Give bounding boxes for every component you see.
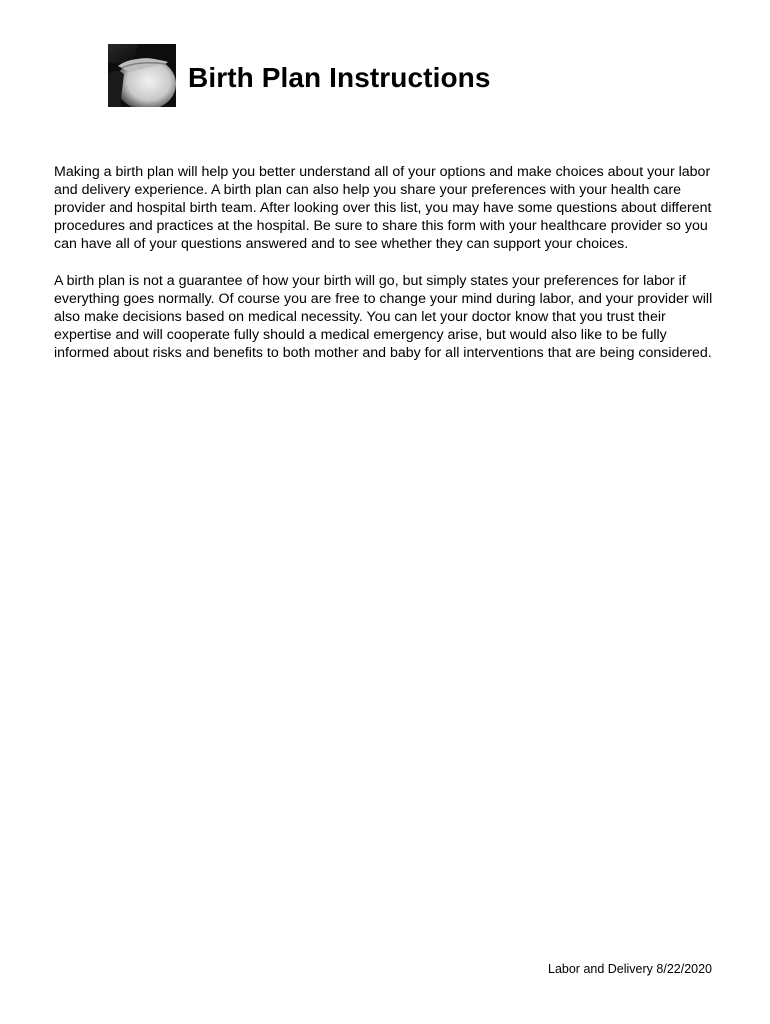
paragraph-intro: Making a birth plan will help you better understand all of your options and make choices about your labor and delivery experience. A birth plan can also help you share your preferences with your health care provider and hospital birth team. After looking over this list, you may have some questions about different procedures and practices at the hospital. Be sure to share this form with your healthcare provider so you can have all of your questions answered and to see whether they can support your choices. bbox=[54, 164, 712, 252]
document-body bbox=[54, 163, 722, 381]
paragraph-guarantee: A birth plan is not a guarantee of how your birth will go, but simply states your preferences for labor if everything goes normally. Of course you are free to change your mind during labor, and your provider will also make decisions based on medical necessity. You can let your doctor know that you trust their expertise and will cooperate fully should a medical emergency arise, but would also like to be fully informed about risks and benefits to both mother and baby for all interventions that are being considered. bbox=[54, 273, 713, 361]
document-header bbox=[108, 44, 491, 107]
pregnant-belly-photo bbox=[108, 44, 176, 107]
document-footer: Labor and Delivery 8/22/2020 bbox=[548, 962, 713, 976]
page-title: Birth Plan Instructions bbox=[188, 61, 491, 93]
